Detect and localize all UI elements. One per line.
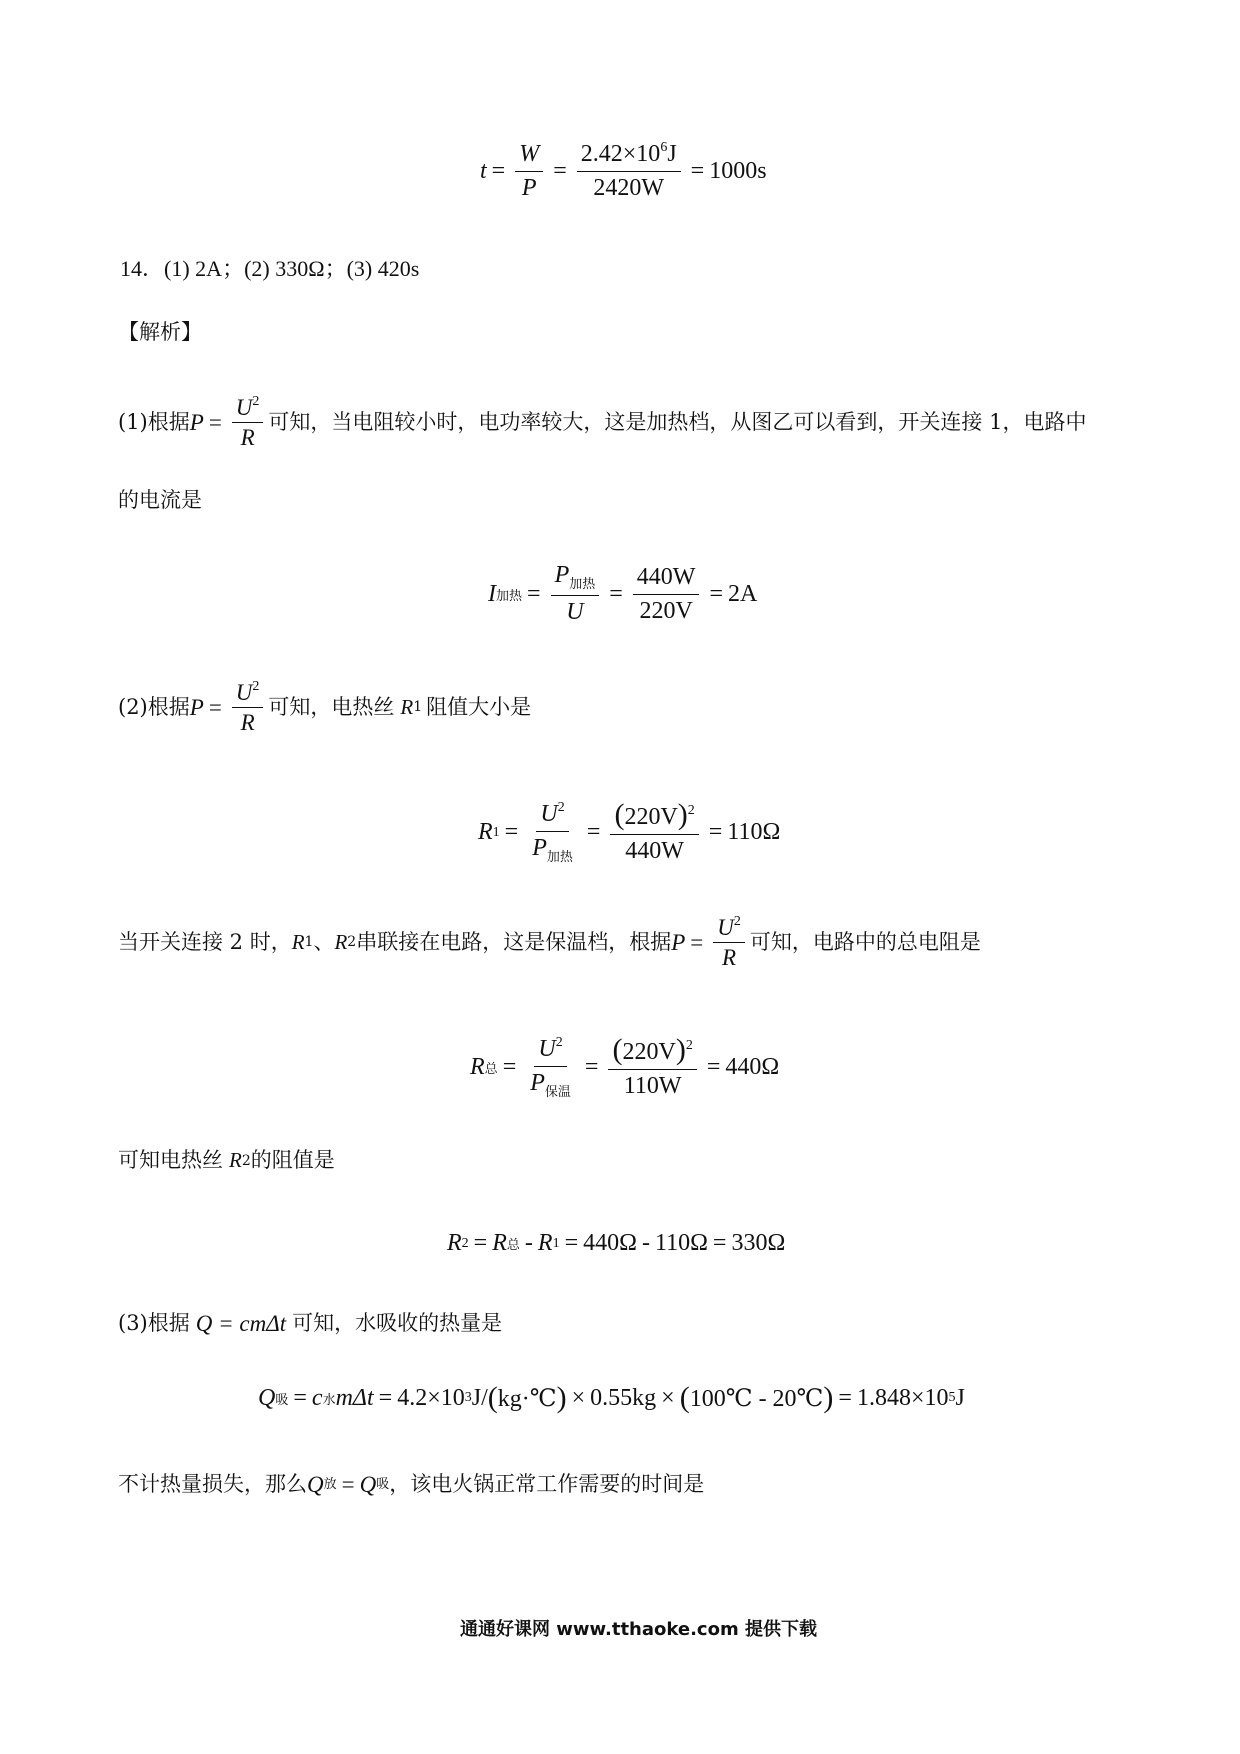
paragraph-5: (3)根据 Q = cmΔt 可知，水吸收的热量是: [118, 1311, 503, 1336]
footer-credit: 通通好课网 www.tthaoke.com 提供下载: [460, 1619, 817, 1640]
paragraph-4: 可知电热丝 R 2 的阻值是: [118, 1148, 335, 1172]
paragraph-2: (2)根据 P = $\frac{U^2}{R}$ 可知，电热丝 R 1 阻值大小是: [118, 679, 532, 735]
paragraph-3: 当开关连接 2 时， R 1 、 R 2 串联接在电路，这是保温档，根据 P = $\frac{U^2}{R}$ 可知，电路中的总电阻是: [118, 914, 981, 970]
equation-r-total: R 总 = $\frac{U^2}{P_{保温}}$ = $\frac{(220V)^2}{110W}$ = 440Ω: [470, 1033, 780, 1100]
equation-current: I 加热 = $\frac{P_{加热}}{U}$ = $\frac{440W}{220V}$ = 2A: [488, 562, 758, 625]
paragraph-1: (1)根据 P = $\frac{U^2}{R}$ 可知，当电阻较小时，电功率较大，这是加热档，从图乙可以看到，开关连接 1，电路中: [118, 394, 1087, 450]
formula-power: P = $\frac{U^2}{R}$: [190, 395, 269, 449]
eq-result: 1000s: [709, 157, 767, 184]
analysis-label: 【解析】: [118, 320, 202, 344]
eq-var: t: [480, 157, 487, 184]
equation-time: t = $\frac{W}{P}$ = $\frac{2.42\times 10^6J}{2420W}$ = 1000s: [480, 140, 767, 201]
fraction: $\frac{2.42\times 10^6J}{2420W}$: [577, 140, 681, 202]
equation-r1: R 1 = $\frac{U^2}{P_{加热}}$ = $\frac{(220V)^2}{440W}$ = 110Ω: [478, 798, 781, 865]
paragraph-6: 不计热量损失，那么 Q 放 = Q 吸 ，该电火锅正常工作需要的时间是: [118, 1472, 705, 1497]
equation-r2: R 2 = R 总 - R 1 = 440Ω - 110Ω = 330Ω: [447, 1230, 786, 1256]
paragraph-1-line2: 的电流是: [118, 488, 202, 512]
formula-power: P = $\frac{U^2}{R}$: [190, 680, 269, 734]
formula-power: P = $\frac{U^2}{R}$: [671, 915, 750, 969]
equation-heat: Q 吸 = c 水 mΔt = 4.2×10 3 J/ ( kg·℃ ) × 0.55kg × ( 100℃ - 20℃ ) = 1.848×10 5 J: [258, 1381, 965, 1414]
fraction: $\frac{W}{P}$: [515, 141, 543, 202]
question-14-answers: 14．(1) 2A；(2) 330Ω；(3) 420s: [120, 256, 420, 281]
